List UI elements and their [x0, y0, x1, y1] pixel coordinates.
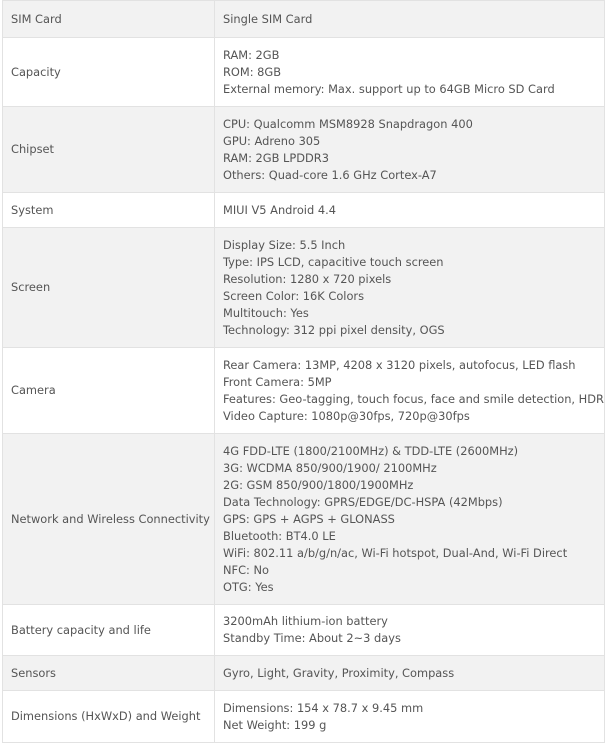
spec-value-line: 4G FDD-LTE (1800/2100MHz) & TDD-LTE (2600MHz)	[223, 443, 519, 458]
spec-value-line: Standby Time: About 2~3 days	[223, 631, 401, 645]
spec-label: SIM Card	[3, 1, 215, 38]
spec-value-line: Video Capture: 1080p@30fps, 720p@30fps	[223, 408, 470, 423]
spec-value-line: Type: IPS LCD, capacitive touch screen	[223, 254, 444, 269]
spec-value-line: Multitouch: Yes	[223, 305, 309, 320]
spec-value-line: Gyro, Light, Gravity, Proximity, Compass	[223, 665, 455, 680]
spec-value-cell	[215, 348, 605, 434]
spec-label: Sensors	[3, 656, 215, 691]
spec-value-line: CPU: Qualcomm MSM8928 Snapdragon 400	[223, 116, 473, 131]
spec-value-line: Display Size: 5.5 Inch	[223, 237, 346, 252]
spec-value-line: 3G: WCDMA 850/900/1900/ 2100MHz	[223, 460, 437, 475]
spec-label: Camera	[3, 348, 215, 434]
spec-value-line: Data Technology: GPRS/EDGE/DC-HSPA (42Mbps)	[223, 494, 503, 509]
spec-value-line: External memory: Max. support up to 64GB Micro SD Card	[223, 81, 555, 96]
spec-value-line: Net Weight: 199 g	[223, 717, 327, 732]
spec-value-cell	[215, 1, 605, 38]
spec-row	[3, 348, 605, 434]
spec-value-line: Rear Camera: 13MP, 4208 x 3120 pixels, autofocus, LED flash	[223, 357, 576, 372]
spec-row	[3, 38, 605, 107]
spec-row	[3, 656, 605, 691]
spec-value-line: Front Camera: 5MP	[223, 374, 332, 389]
spec-value-line: OTG: Yes	[223, 579, 274, 594]
spec-value-cell	[215, 691, 605, 743]
spec-value-line: ROM: 8GB	[223, 64, 282, 79]
spec-label: Network and Wireless Connectivity	[3, 434, 215, 605]
spec-value-line: 2G: GSM 850/900/1800/1900MHz	[223, 477, 414, 492]
spec-value-line: RAM: 2GB LPDDR3	[223, 150, 329, 165]
spec-value-line: GPU: Adreno 305	[223, 133, 321, 148]
spec-value-cell	[215, 193, 605, 228]
spec-value-line: Others: Quad-core 1.6 GHz Cortex-A7	[223, 167, 437, 182]
spec-value-line: MIUI V5 Android 4.4	[223, 202, 336, 217]
spec-label: Screen	[3, 228, 215, 348]
spec-value-line: Dimensions: 154 x 78.7 x 9.45 mm	[223, 700, 424, 715]
spec-row	[3, 193, 605, 228]
spec-value-line: GPS: GPS + AGPS + GLONASS	[223, 511, 395, 526]
spec-value-line: 3200mAh lithium-ion battery	[223, 614, 388, 628]
spec-label: Dimensions (HxWxD) and Weight	[3, 691, 215, 743]
spec-table	[2, 0, 605, 743]
spec-row	[3, 691, 605, 743]
spec-label: Battery capacity and life	[3, 605, 215, 656]
spec-value-line: Features: Geo-tagging, touch focus, face and smile detection, HDR	[223, 391, 604, 406]
spec-label: Capacity	[3, 38, 215, 107]
spec-value-line: Screen Color: 16K Colors	[223, 288, 365, 303]
spec-value-cell	[215, 605, 605, 656]
spec-table-body	[3, 1, 605, 743]
spec-value-line: RAM: 2GB	[223, 47, 280, 62]
spec-row	[3, 1, 605, 38]
spec-value-cell	[215, 107, 605, 193]
spec-value-line: NFC: No	[223, 562, 269, 577]
spec-value-line: Resolution: 1280 x 720 pixels	[223, 271, 392, 286]
spec-value-cell	[215, 38, 605, 107]
spec-value-line: Technology: 312 ppi pixel density, OGS	[223, 322, 445, 337]
spec-value-line: WiFi: 802.11 a/b/g/n/ac, Wi-Fi hotspot, Dual-And, Wi-Fi Direct	[223, 545, 568, 560]
spec-row	[3, 434, 605, 605]
spec-value-cell	[215, 656, 605, 691]
spec-label: System	[3, 193, 215, 228]
spec-label: Chipset	[3, 107, 215, 193]
spec-value-cell	[215, 228, 605, 348]
spec-row	[3, 107, 605, 193]
spec-value-line: Single SIM Card	[223, 11, 313, 26]
spec-row	[3, 605, 605, 656]
spec-row	[3, 228, 605, 348]
spec-value-cell	[215, 434, 605, 605]
spec-value-line: Bluetooth: BT4.0 LE	[223, 528, 336, 543]
